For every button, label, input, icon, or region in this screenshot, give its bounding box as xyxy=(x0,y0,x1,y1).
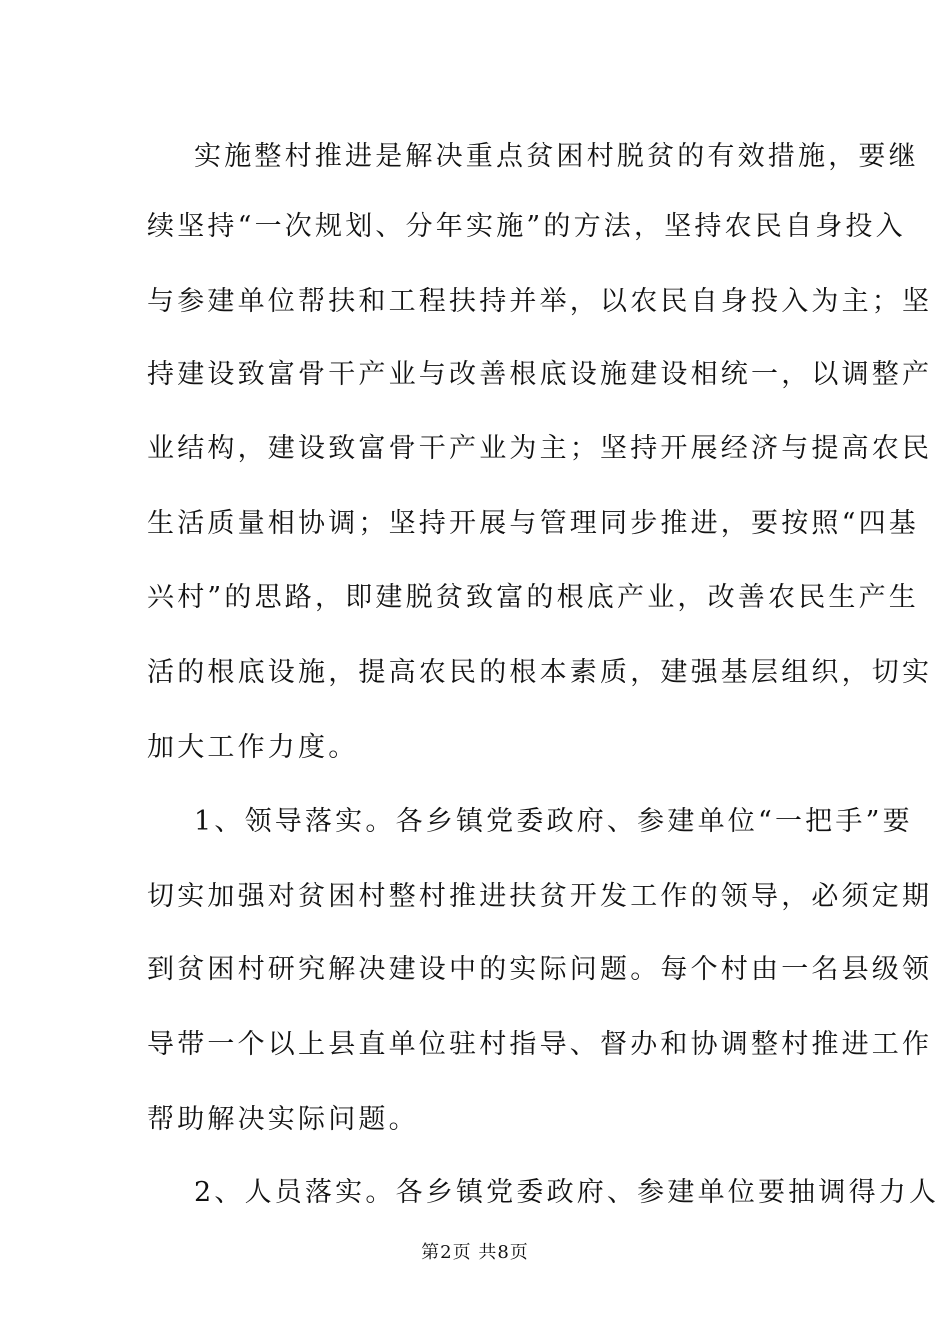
paragraph-line: 到贫困村研究解决建设中的实际问题。每个村由一名县级领 xyxy=(147,954,933,985)
paragraph-line: 活的根底设施，提高农民的根本素质，建强基层组织，切实 xyxy=(147,657,933,688)
paragraph-line: 续坚持“一次规划、分年实施”的方法，坚持农民自身投入 xyxy=(147,211,906,242)
paragraph-line: 切实加强对贫困村整村推进扶贫开发工作的领导，必须定期 xyxy=(147,881,933,912)
paragraph-line: 持建设致富骨干产业与改善根底设施建设相统一，以调整产 xyxy=(147,359,933,390)
page-number-footer: 第2页 共8页 xyxy=(421,1242,529,1263)
paragraph-line: 帮助解决实际问题。 xyxy=(147,1104,419,1135)
paragraph-line: 实施整村推进是解决重点贫困村脱贫的有效措施，要继 xyxy=(194,141,919,172)
paragraph-line: 2、人员落实。各乡镇党委政府、参建单位要抽调得力人 xyxy=(194,1177,940,1208)
paragraph-line: 生活质量相协调；坚持开展与管理同步推进，要按照“四基 xyxy=(147,508,920,539)
paragraph-line: 业结构，建设致富骨干产业为主；坚持开展经济与提高农民 xyxy=(147,433,933,464)
paragraph-line: 导带一个以上县直单位驻村指导、督办和协调整村推进工作 xyxy=(147,1029,933,1060)
paragraph-line: 1、领导落实。各乡镇党委政府、参建单位“一把手”要 xyxy=(194,806,913,837)
paragraph-line: 与参建单位帮扶和工程扶持并举，以农民自身投入为主；坚 xyxy=(147,286,933,317)
paragraph-line: 加大工作力度。 xyxy=(147,732,359,763)
paragraph-line: 兴村”的思路，即建脱贫致富的根底产业，改善农民生产生 xyxy=(147,582,920,613)
